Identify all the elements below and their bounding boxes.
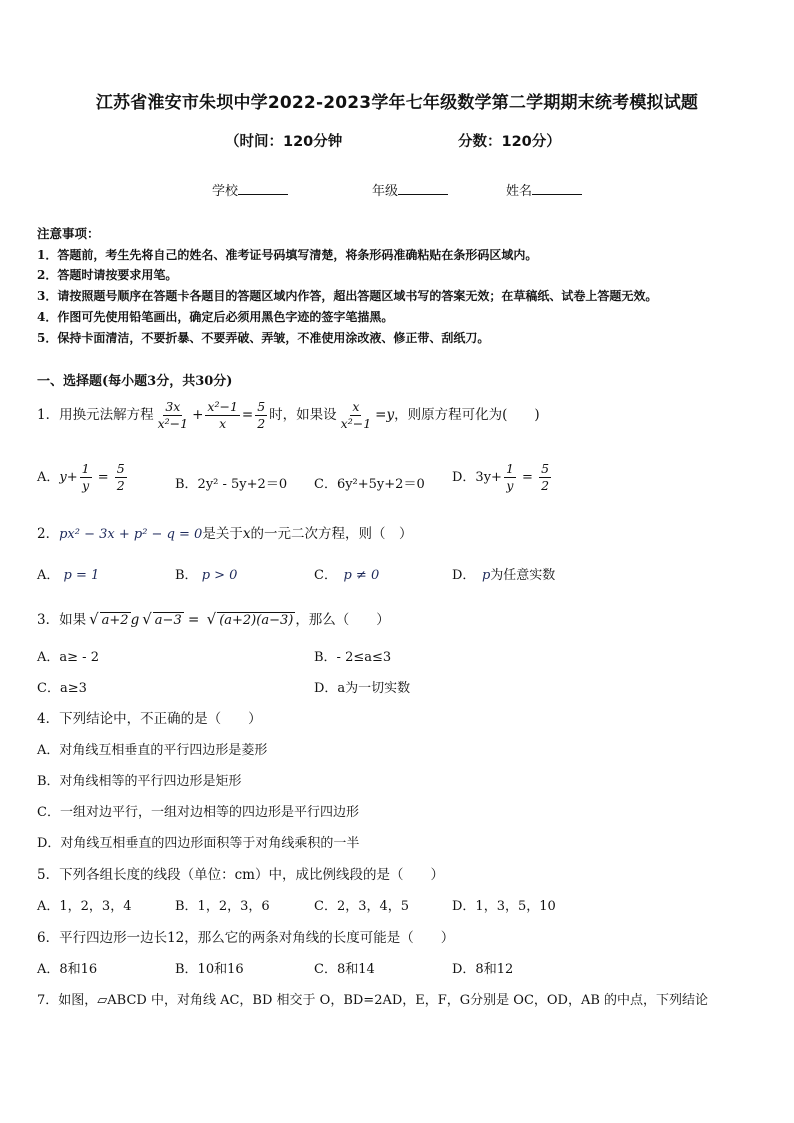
q1-option-c[interactable]: C．6y²+5y+2＝0	[314, 477, 425, 492]
school-field[interactable]	[212, 180, 288, 199]
exam-time: （时间：120分钟	[225, 134, 343, 150]
q6-option-a[interactable]: A．8和16	[37, 962, 98, 977]
q6-option-c[interactable]: C．8和14	[314, 962, 375, 977]
q5-option-c[interactable]: C．2，3，4，5	[314, 899, 410, 914]
fraction: $\frac{x}{\text{x²−1}}$	[340, 399, 372, 431]
question-1: 1．用换元法解方程 $\frac{3x}{\text{x²−1}}$ + $\frac{\text{x²−1}}{x}$ = $\frac{5}{2}$ 时，如果设 $\frac{x}{\text{x²−1}}$ =y，则原方程可化为( )	[37, 399, 540, 431]
question-6: 6．平行四边形一边长12，那么它的两条对角线的长度可能是（ ）	[37, 930, 455, 946]
notice-item: 5．保持卡面清洁，不要折暴、不要弄破、弄皱，不准使用涂改液、修正带、刮纸刀。	[37, 331, 490, 345]
q2-option-b[interactable]: B． p > 0	[175, 568, 238, 583]
question-4: 4．下列结论中，不正确的是（ ）	[37, 711, 262, 727]
q1-suffix: ，则原方程可化为( )	[394, 407, 540, 423]
q1-mid: 时，如果设	[269, 407, 337, 423]
grade-field[interactable]	[372, 180, 448, 199]
q2-equation: px² − 3x + p² − q = 0	[59, 527, 203, 542]
q6-option-b[interactable]: B．10和16	[175, 962, 244, 977]
q1-prefix: 1．用换元法解方程	[37, 407, 154, 423]
q1-option-b[interactable]: B．2y² - 5y+2＝0	[175, 477, 288, 492]
exam-score: 分数：120分）	[458, 134, 561, 150]
name-field[interactable]	[506, 180, 582, 199]
q3-option-b[interactable]: B．- 2≤a≤3	[314, 650, 392, 665]
q3-option-a[interactable]: A．a≥ - 2	[37, 650, 99, 665]
page-title: 江苏省淮安市朱坝中学2022-2023学年七年级数学第二学期期末统考模拟试题	[95, 93, 699, 113]
name-label: 姓名	[506, 184, 533, 199]
q5-option-b[interactable]: B．1，2，3，6	[175, 899, 270, 914]
q2-option-d[interactable]: D． p为任意实数	[452, 568, 556, 583]
q4-option-b[interactable]: B．对角线相等的平行四边形是矩形	[37, 774, 242, 789]
question-7: 7．如图，▱ABCD 中，对角线 AC，BD 相交于 O，BD=2AD，E，F，G分别是 OC，OD，AB 的中点，下列结论	[37, 993, 709, 1008]
fraction: $\frac{3x}{\text{x²−1}}$	[157, 399, 189, 431]
q6-option-d[interactable]: D．8和12	[452, 962, 514, 977]
q4-option-d[interactable]: D．对角线互相垂直的四边形面积等于对角线乘积的一半	[37, 836, 360, 851]
question-2: 2．px² − 3x + p² − q = 0是关于x的一元二次方程，则（ ）	[37, 526, 413, 542]
school-label: 学校	[212, 184, 239, 199]
notice-item: 2．答题时请按要求用笔。	[37, 268, 178, 282]
fraction: $\frac{5}{2}$	[257, 399, 266, 431]
q3-option-c[interactable]: C．a≥3	[37, 681, 87, 696]
q4-option-c[interactable]: C．一组对边平行，一组对边相等的四边形是平行四边形	[37, 805, 359, 820]
school-blank[interactable]	[238, 181, 288, 195]
q2-option-a[interactable]: A． p = 1	[37, 568, 100, 583]
q2-option-c[interactable]: C． p ≠ 0	[314, 568, 380, 583]
q1-option-d[interactable]: D．3y+ $\frac{1}{y}$ = $\frac{5}{2}$	[452, 461, 550, 493]
notice-item: 1．答题前，考生先将自己的姓名、准考证号码填写清楚，将条形码准确粘贴在条形码区域内。	[37, 248, 538, 262]
q3-option-d[interactable]: D．a为一切实数	[314, 681, 411, 696]
question-3: 3．如果 √ a+2 g √ a−3 = √ (a+2)(a−3) ，那么（ ）	[37, 610, 390, 628]
q1-option-a[interactable]: A．y+ $\frac{1}{y}$ = $\frac{5}{2}$	[37, 461, 125, 493]
q5-option-a[interactable]: A．1，2，3，4	[37, 899, 132, 914]
grade-label: 年级	[372, 184, 399, 199]
notice-item: 3．请按照题号顺序在答题卡各题目的答题区域内作答，超出答题区域书写的答案无效；在草稿纸、试卷上答题无效。	[37, 289, 658, 303]
q4-option-a[interactable]: A．对角线互相垂直的平行四边形是菱形	[37, 743, 268, 758]
fraction: $\frac{\text{x²−1}}{x}$	[207, 399, 238, 431]
name-blank[interactable]	[532, 181, 582, 195]
question-5: 5．下列各组长度的线段（单位：cm）中，成比例线段的是（ ）	[37, 867, 444, 883]
grade-blank[interactable]	[398, 181, 448, 195]
notice-item: 4．作图可先使用铅笔画出，确定后必须用黑色字迹的签字笔描黑。	[37, 310, 394, 324]
section-heading: 一、选择题(每小题3分，共30分)	[37, 374, 233, 389]
q5-option-d[interactable]: D．1，3，5，10	[452, 899, 556, 914]
notice-title: 注意事项：	[37, 226, 100, 241]
